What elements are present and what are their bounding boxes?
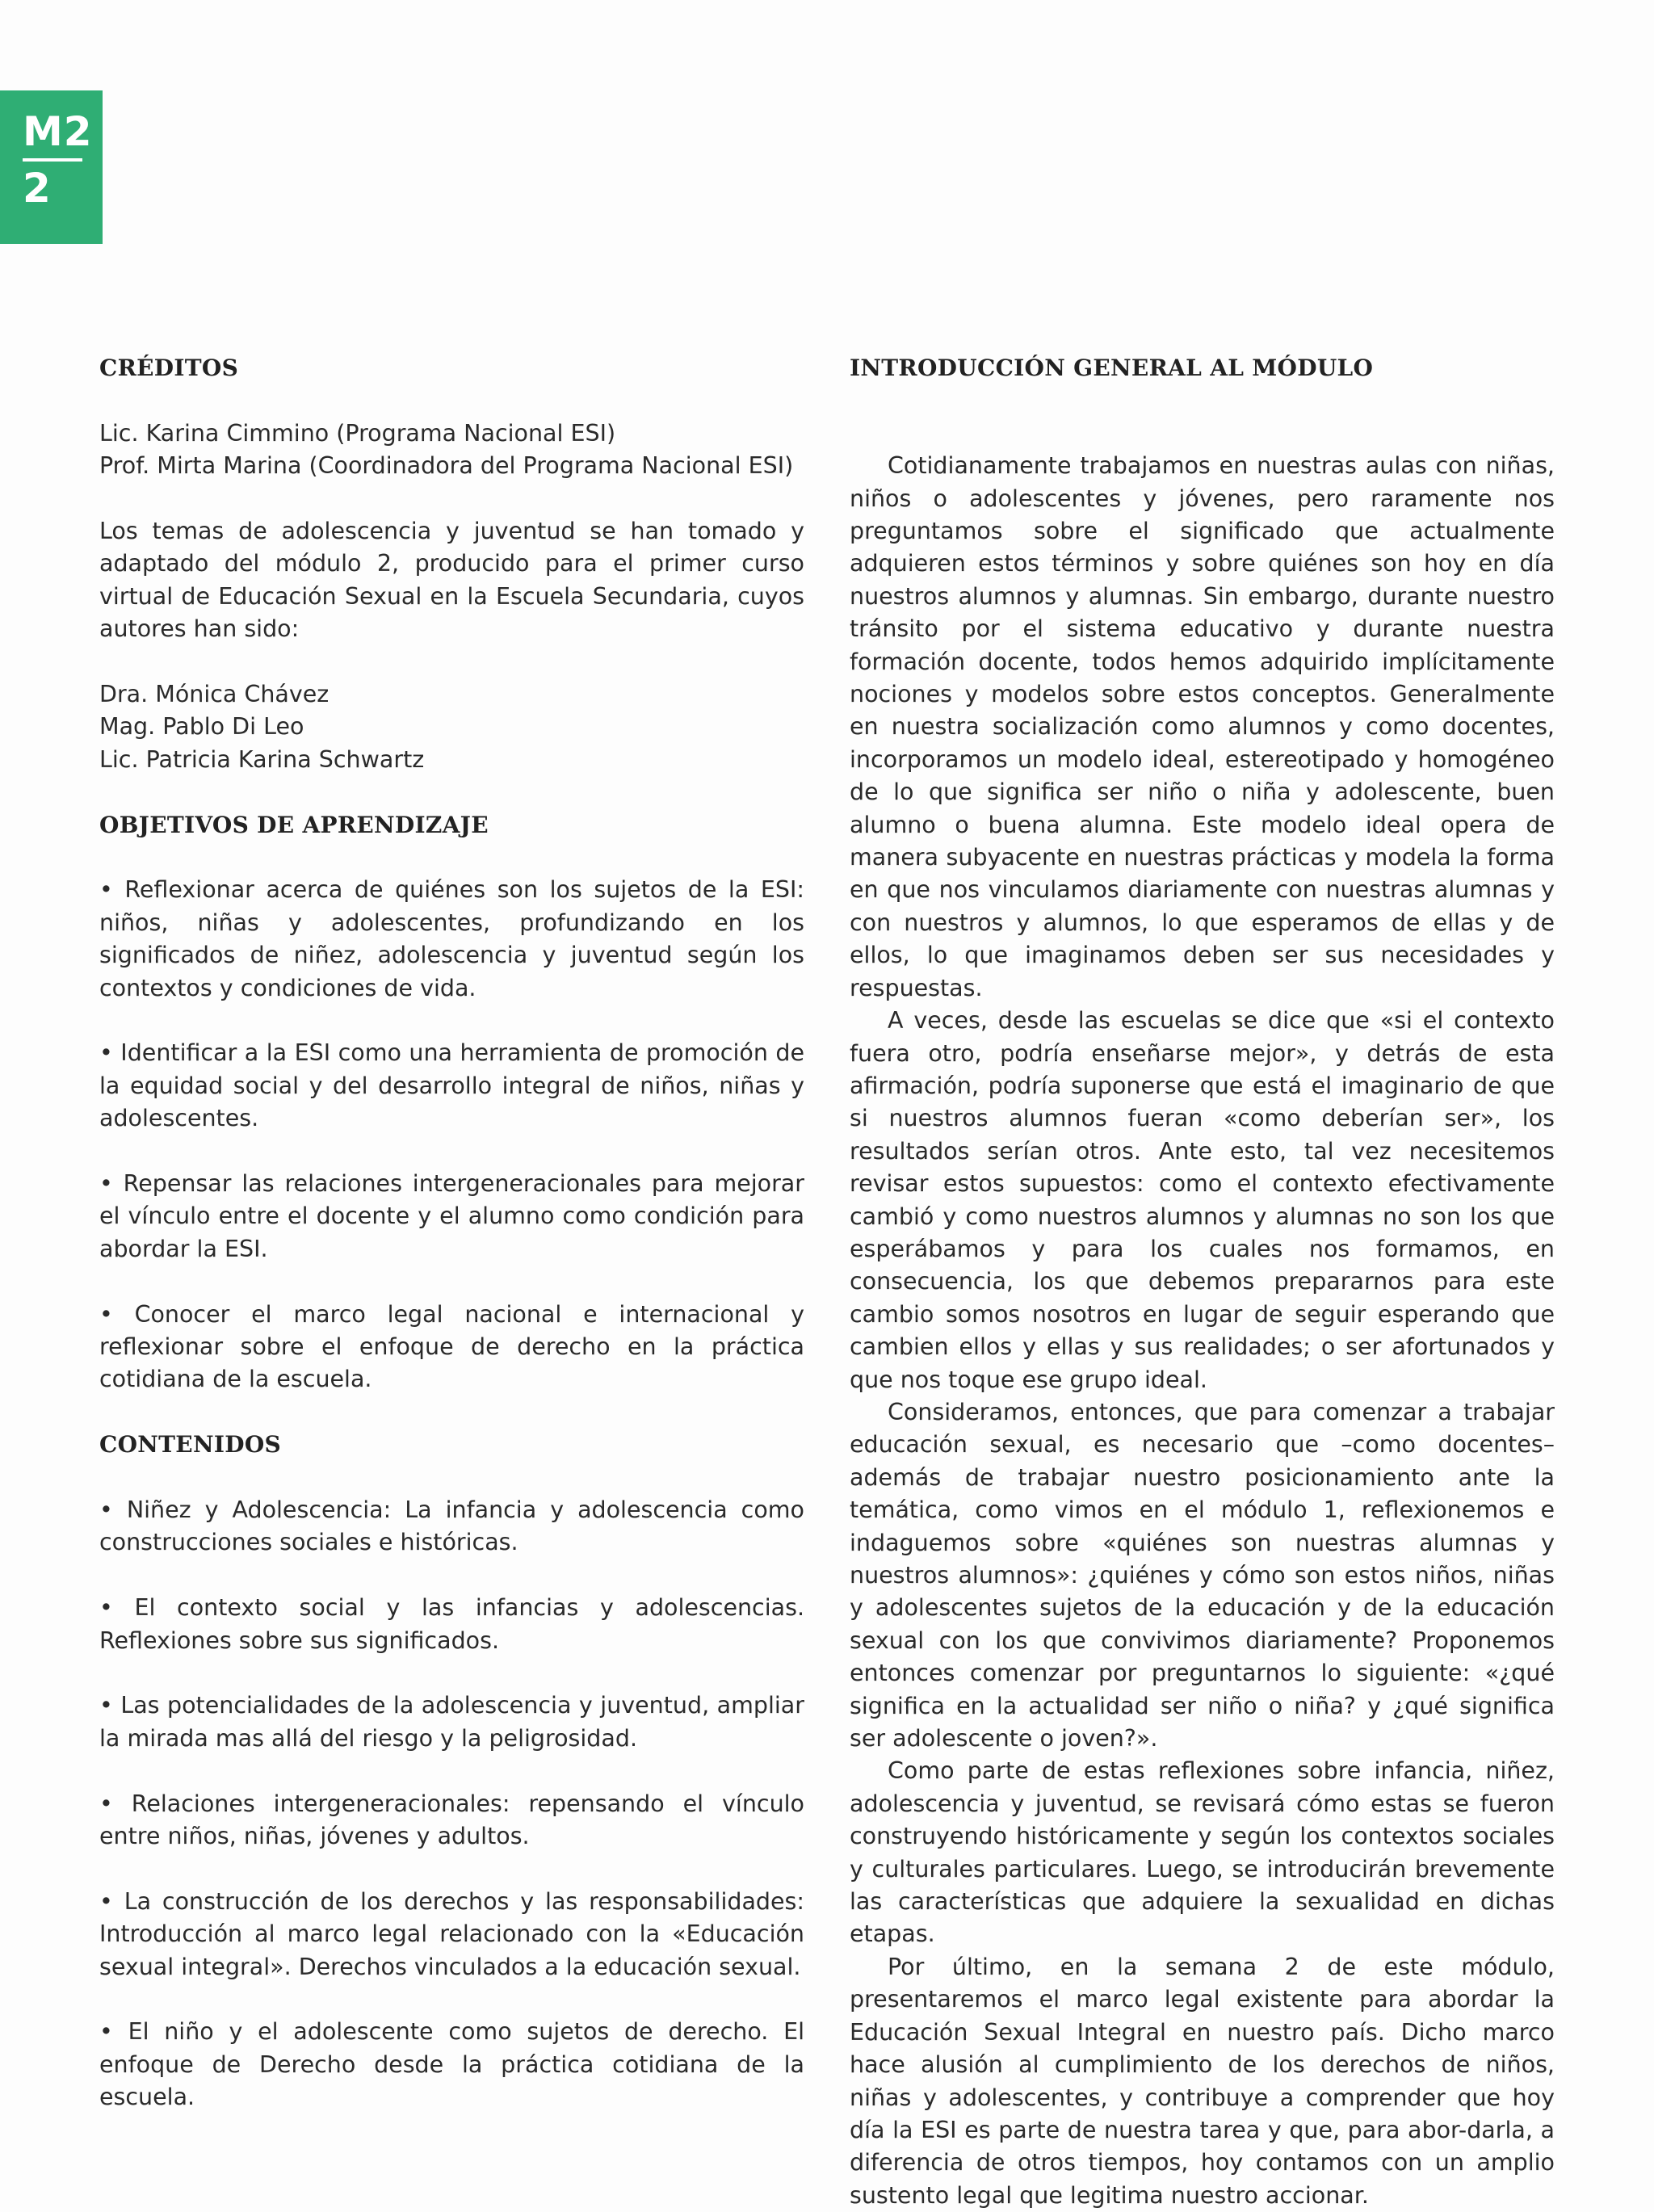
module-code: M2 [23,108,93,155]
content-item: • Niñez y Adolescencia: La infancia y adolescencia como construcciones sociales e históricas. [99,1496,804,1556]
credit-line: Prof. Mirta Marina (Coordinadora del Programa Nacional ESI) [99,452,794,480]
credit-line: Lic. Karina Cimmino (Programa Nacional ESI) [99,419,616,447]
intro-paragraph: Consideramos, entonces, que para comenzar a trabajar educación sexual, es necesario que –como docentes– además de trabajar nuestro posicionamiento ante la temática, como vimos en el módulo 1, reflexionemos e indaguemos sobre «quiénes son nuestras alumnas y nuestros alumnos»: ¿quiénes y cómo son estos niños, niñas y adolescentes sujetos de la educación y de la educación sexual con los que convivimos diariamente? Proponemos entonces comenzar por preguntarnos lo siguiente: «¿qué significa en la actualidad ser niño o niña? y ¿qué significa ser adolescente o joven?». [850,1398,1555,1752]
left-column [99,352,804,2114]
module-badge [0,90,103,244]
badge-divider [23,158,82,162]
credits-heading: CRÉDITOS [99,355,239,381]
author-line: Dra. Mónica Chávez [99,681,330,708]
content-item: • El niño y el adolescente como sujetos de derecho. El enfoque de Derecho desde la práctica cotidiana de la escuela. [99,2018,804,2111]
intro-heading: INTRODUCCIÓN GENERAL AL MÓDULO [850,355,1374,381]
objectives-heading: OBJETIVOS DE APRENDIZAJE [99,811,489,838]
objective-item: • Repensar las relaciones intergeneracionales para mejorar el vínculo entre el docente y el alumno como condición para abordar la ESI. [99,1170,804,1262]
objective-item: • Identificar a la ESI como una herramienta de promoción de la equidad social y del desarrollo integral de niños, niñas y adolescentes. [99,1039,804,1132]
intro-paragraph: Por último, en la semana 2 de este módulo, presentaremos el marco legal existente para abordar la Educación Sexual Integral en nuestro país. Dicho marco hace alusión al cumplimiento de los derechos de niños, niñas y adolescentes, y contribuye a comprender que hoy día la ESI es parte de nuestra tarea y que, para abor-darla, a diferencia de otros tiempos, hoy contamos con un amplio sustento legal que legitima nuestro accionar. [850,1953,1555,2209]
intro-paragraph: Como parte de estas reflexiones sobre infancia, niñez, adolescencia y juventud, se revisará cómo estas se fueron construyendo históricamente y según los contextos sociales y culturales particulares. Luego, se introducirán brevemente las características que adquiere la sexualidad en dichas etapas. [850,1757,1555,1948]
content-item: • El contexto social y las infancias y adolescencias. Reflexiones sobre sus significados. [99,1594,804,1654]
intro-paragraph: Cotidianamente trabajamos en nuestras aulas con niñas, niños o adolescentes y jóvenes, pero raramente nos preguntamos sobre el significado que actualmente adquieren estos términos y sobre quiénes son hoy en día nuestros alumnos y alumnas. Sin embargo, durante nuestro tránsito por el sistema educativo y durante nuestra formación docente, todos hemos adquirido implícitamente nociones y modelos sobre estos conceptos. Generalmente en nuestra socialización como alumnos y como docentes, incorporamos un modelo ideal, estereotipado y homogéneo de lo que significa ser niño o niña y adolescente, buen alumno o buena alumna. Este modelo ideal opera de manera subyacente en nuestras prácticas y modela la forma en que nos vinculamos diariamente con nuestras alumnas y con nuestros y alumnos, lo que esperamos de ellas y de ellos, lo que imaginamos deben ser sus necesidades y respuestas. [850,452,1555,1001]
contents-heading: CONTENIDOS [99,1431,282,1459]
content-item: • Relaciones intergeneracionales: repensando el vínculo entre niños, niñas, jóvenes y adultos. [99,1790,804,1850]
intro-paragraph: A veces, desde las escuelas se dice que «si el contexto fuera otro, podría enseñarse mejor», y detrás de esta afirmación, podría suponerse que está el imaginario de que si nuestros alumnos fueran «como deberían ser», los resultados serían otros. Ante esto, tal vez necesitemos revisar estos supuestos: como el contexto efectivamente cambió y como nuestros alumnos y alumnas no son los que esperábamos y para los cuales nos formamos, en consecuencia, los que debemos prepararnos para este cambio somos nosotros en lugar de seguir esperando que cambien ellos y ellas y sus realidades; o ser afortunados y que nos toque ese grupo ideal. [850,1007,1555,1393]
objective-item: • Conocer el marco legal nacional e internacional y reflexionar sobre el enfoque de derecho en la práctica cotidiana de la escuela. [99,1300,804,1393]
content-item: • La construcción de los derechos y las responsabilidades: Introducción al marco legal relacionado con la «Educación sexual integral». Derechos vinculados a la educación sexual. [99,1887,804,1980]
objective-item: • Reflexionar acerca de quiénes son los sujetos de la ESI: niños, niñas y adolescentes, profundizando en los significados de niñez, adolescencia y juventud según los contextos y condiciones de vida. [99,876,804,1001]
source-paragraph: Los temas de adolescencia y juventud se han tomado y adaptado del módulo 2, producido para el primer curso virtual de Educación Sexual en la Escuela Secundaria, cuyos autores han sido: [99,518,804,643]
author-line: Lic. Patricia Karina Schwartz [99,745,425,773]
right-column [850,352,1555,2212]
content-item: • Las potencialidades de la adolescencia y juventud, ampliar la mirada mas allá del riesgo y la peligrosidad. [99,1692,804,1752]
author-line: Mag. Pablo Di Leo [99,713,304,741]
module-number: 2 [23,165,51,212]
